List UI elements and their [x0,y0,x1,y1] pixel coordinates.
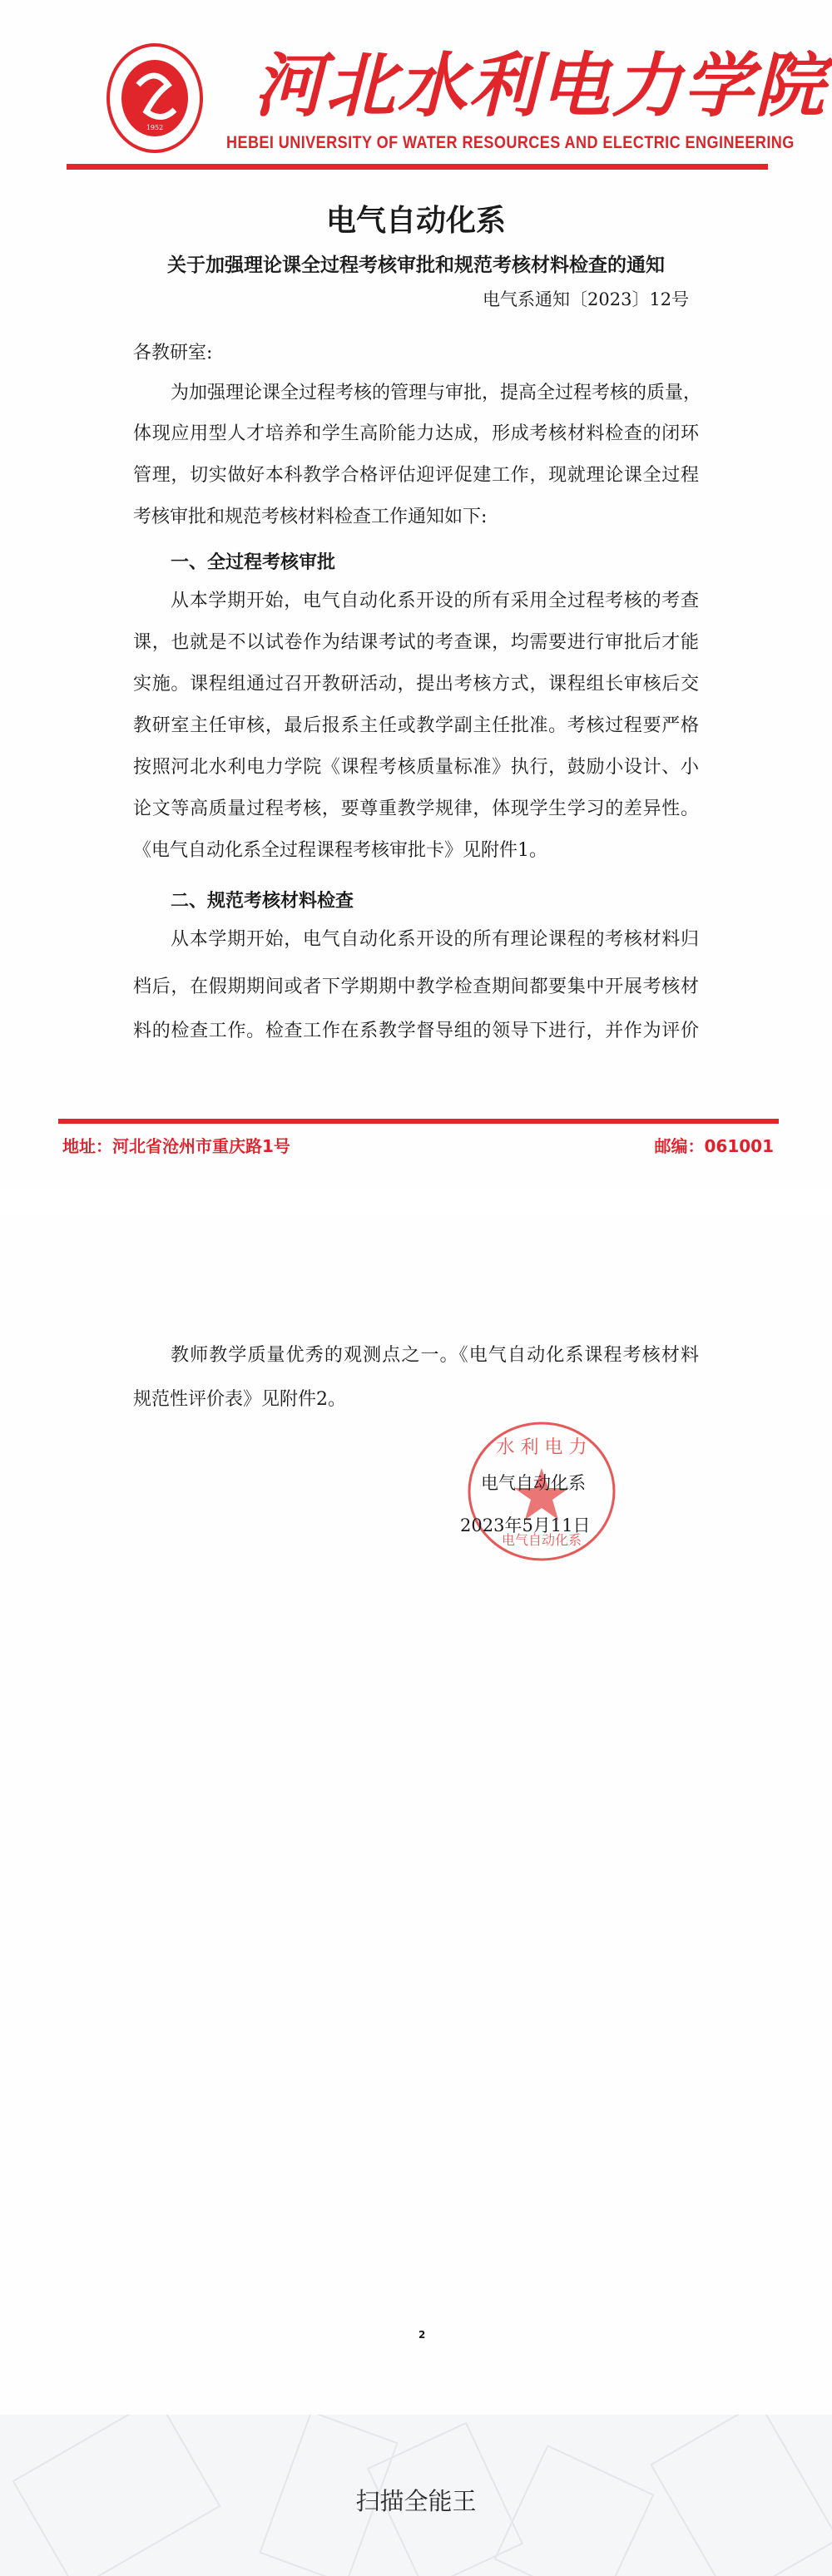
university-logo [106,43,203,153]
document-number: 电气系通知〔2023〕12号 [483,289,690,309]
footer-rule [58,1119,779,1124]
page-number: 2 [418,2329,426,2341]
signature-date: 2023年5月11日 [460,1515,591,1535]
body-line: 《电气自动化系全过程课程考核审批卡》见附件1。 [133,840,547,861]
university-name-en: HEBEI UNIVERSITY OF WATER RESOURCES AND ELECTRIC ENGINEERING [226,133,795,152]
body-line: 教研室主任审核，最后报系主任或教学副主任批准。考核过程要严格 [133,715,699,736]
body-line: 从本学期开始，电气自动化系开设的所有理论课程的考核材料归 [171,929,699,950]
university-name-cn: 河北水利电力学院 [254,44,827,126]
body-line: 为加强理论课全过程考核的管理与审批，提高全过程考核的质量， [171,383,702,403]
department-title: 电气自动化系 [325,204,506,238]
body-line: 论文等高质量过程考核，要尊重教学规律，体现学生学习的差异性。 [133,799,699,819]
svg-text:电气自动化系: 电气自动化系 [501,1532,582,1548]
body-line: 实施。课程组通过召开教研活动，提出考核方式，课程组长审核后交 [133,674,699,695]
scanner-brand: 扫描全能王 [355,2487,477,2515]
body-line: 考核审批和规范考核材料检查工作通知如下: [133,507,488,527]
svg-text:水 利 电 力: 水 利 电 力 [496,1437,587,1458]
body-line: 从本学期开始，电气自动化系开设的所有采用全过程考核的考查 [171,591,699,611]
salutation: 各教研室: [133,343,213,363]
footer-address: 地址：河北省沧州市重庆路1号 [62,1136,290,1156]
body-line: 料的检查工作。检查工作在系教学督导组的领导下进行，并作为评价 [133,1021,699,1041]
body-line: 档后，在假期期间或者下学期期中教学检查期间都要集中开展考核材 [133,977,699,997]
section-2-heading: 二、规范考核材料检查 [171,891,354,912]
body-line: 教师教学质量优秀的观测点之一。《电气自动化系课程考核材料 [171,1345,699,1366]
body-line: 管理，切实做好本科教学合格评估迎评促建工作，现就理论课全过程 [133,465,699,486]
notice-title: 关于加强理论课全过程考核审批和规范考核材料检查的通知 [167,255,665,276]
svg-text:1952: 1952 [146,124,164,131]
signature-department: 电气自动化系 [481,1473,586,1493]
body-line: 按照河北水利电力学院《课程考核质量标准》执行，鼓励小设计、小 [133,757,699,778]
body-line: 规范性评价表》见附件2。 [133,1389,346,1410]
body-line: 体现应用型人才培养和学生高阶能力达成，形成考核材料检查的闭环 [133,423,699,444]
header-rule [67,164,768,170]
body-line: 课，也就是不以试卷作为结课考试的考查课，均需要进行审批后才能 [133,632,699,653]
section-1-heading: 一、全过程考核审批 [171,552,336,573]
footer-postcode: 邮编：061001 [654,1136,774,1156]
